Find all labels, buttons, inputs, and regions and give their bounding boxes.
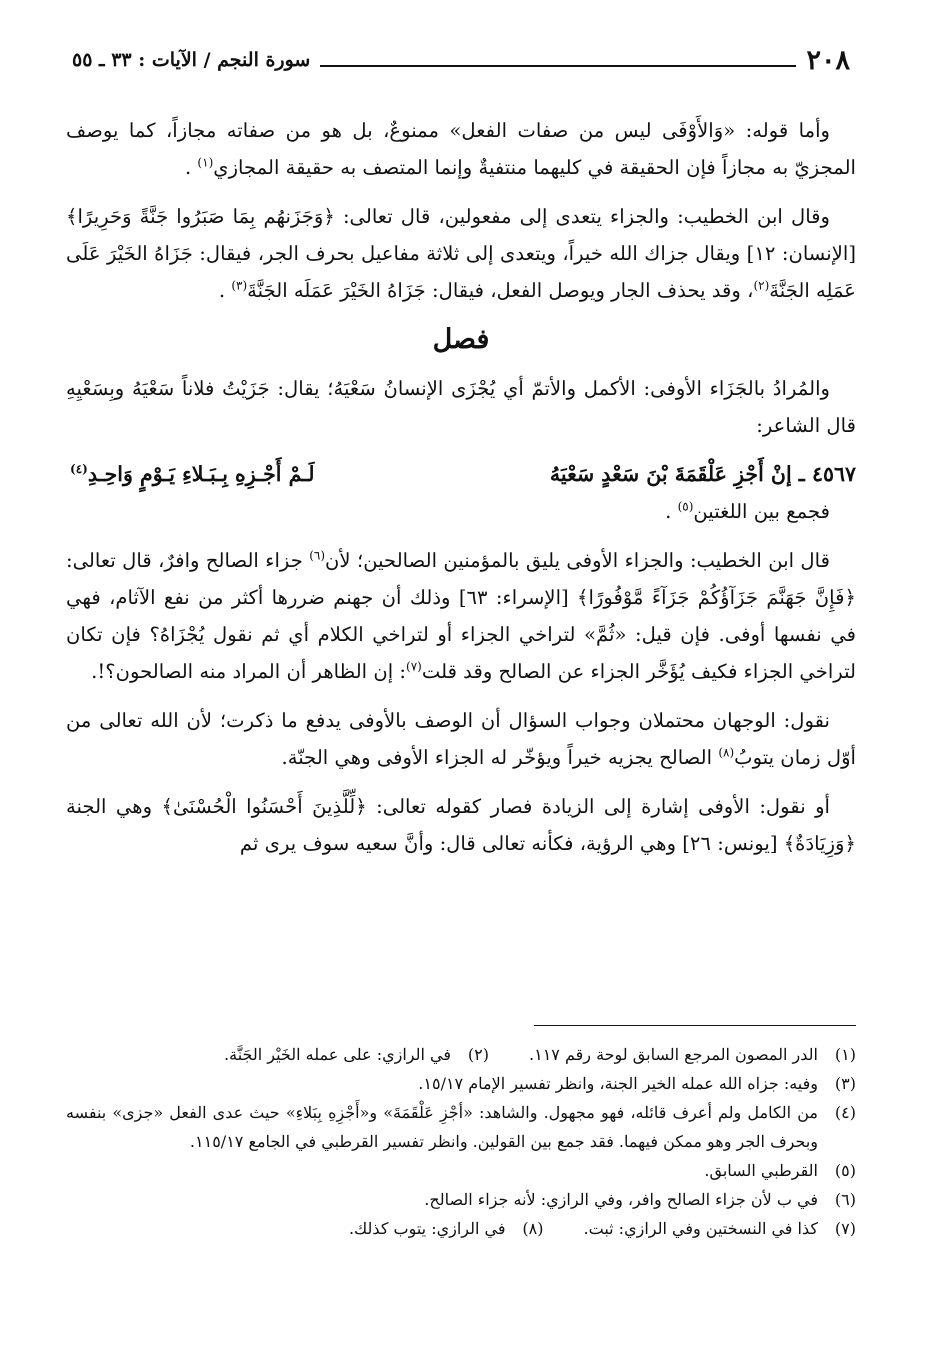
footnote-number: (٥) <box>834 1161 856 1180</box>
footnote-divider <box>534 1025 856 1026</box>
footnote-text: القرطبي السابق. <box>704 1161 818 1180</box>
verse-a-text: إنْ أَجْزِ عَلْقَمَةَ بْنَ سَعْدٍ سَعْيَهُ <box>549 462 792 486</box>
verse-first-hemistich <box>550 456 856 493</box>
running-header <box>72 40 850 80</box>
footnotes <box>66 1040 856 1243</box>
paragraph-4 <box>66 542 856 690</box>
verse-b-text: لَـمْ أَجْـزِهِ بِـبَـلاءِ يَـوْمٍ وَاحِـدِ <box>87 462 315 486</box>
footnote-row <box>66 1040 856 1069</box>
footnote-text: من الكامل ولم أعرف قائله، فهو مجهول. والشاهد: «أجْزِ عَلْقَمَةَ» و«أَجْزِهِ بِبَلاءِ» حيث عدى الفعل «جزى» بنفسه وبحرف الجر وهو ممكن فيهما. فقد جمع بين القولين. وانظر تفسير القرطبي في الجامع ١١٥/١٧. <box>66 1103 818 1151</box>
footnote-text: في ب لأن جزاء الصالح وافر، وفي الرازي: لأنه جزاء الصالح. <box>424 1190 818 1209</box>
footnote-item <box>224 1040 489 1069</box>
paragraph-1-text: وأما قوله: «وَالأَوْفَى ليس من صفات الفعل» ممنوعٌ، بل هو من صفاته مجازاً، كما يوصف المجزيّ به مجازاً فإن الحقيقة في كليهما منتفيةٌ وإنما المتصف به حقيقة المجازي <box>66 119 856 179</box>
paragraph-4-text-c: : إن الظاهر أن المراد منه الصالحون؟!. <box>91 660 407 683</box>
section-heading: فصل <box>432 324 490 355</box>
footnote-text: وفيه: جزاه الله عمله الخير الجنة، وانظر تفسير الإمام ١٥/١٧. <box>418 1074 818 1093</box>
footnote-row <box>66 1214 856 1243</box>
footnote-ref-4: (٤) <box>70 462 88 477</box>
footnote-text: كذا في النسختين وفي الرازي: ثبت. <box>583 1219 818 1238</box>
footnote-number: (١) <box>834 1045 856 1064</box>
footnote-number: (٣) <box>834 1074 856 1093</box>
footnote-number: (٨) <box>522 1219 544 1238</box>
footnote-ref-3: (٣) <box>231 278 248 293</box>
footnote-number: (٤) <box>834 1103 856 1122</box>
footnote-number: (٦) <box>834 1190 856 1209</box>
footnote-ref-5: (٥) <box>677 499 694 514</box>
footnote-text: في الرازي: على عمله الخَيْر الجَنَّة. <box>224 1045 451 1064</box>
footnote-item <box>349 1214 544 1243</box>
footnote-number: (٧) <box>834 1219 856 1238</box>
main-text <box>66 112 856 874</box>
paragraph-2-text-a: وقال ابن الخطيب: والجزاء يتعدى إلى مفعولين، قال تعالى: ﴿وَجَزَنهُم بِمَا صَبَرُوا جَنَّةً وَحَرِيرًا﴾ [الإنسان: ١٢] ويقال جزاك الله خيراً، ويتعدى إلى ثلاثة مفاعيل بحرف الجر، فيقال: جَزَاهُ الخَيْرَ عَلَى عَمَلِه الجَنَّةَ <box>66 205 857 302</box>
footnote-text: في الرازي: يتوب كذلك. <box>348 1219 506 1238</box>
poem-number: ٤٥٦٧ ـ <box>798 462 856 486</box>
footnote-item <box>584 1214 856 1243</box>
footnote-ref-6: (٦) <box>309 548 326 563</box>
footnote-item <box>66 1185 856 1214</box>
footnote-ref-1: (١) <box>197 155 214 170</box>
paragraph-2-end: . <box>218 279 226 302</box>
verse-second-hemistich <box>70 456 315 493</box>
footnote-item <box>66 1098 856 1156</box>
paragraph-5-text-b: الصالح يجزيه خيراً ويؤخّر له الجزاء الأوفى وهي الجنّة. <box>281 746 719 769</box>
paragraph-2 <box>66 198 856 309</box>
paragraph-3: والمُرادُ بالجَزَاء الأوفى: الأكمل والأتمّ أي يُجْزَى الإنسانُ سَعْيَهُ؛ يقال: جَزَيْتُ فلاناً سَعْيَهُ وبِسَعْيِهِ قال الشاعر: <box>66 377 856 437</box>
header-rule <box>320 65 796 67</box>
paragraph-5 <box>66 702 856 776</box>
footnote-item <box>66 1156 856 1185</box>
paragraph-1-end: . <box>184 156 192 179</box>
poem-verse <box>66 456 856 493</box>
paragraph-4-text-a: قال ابن الخطيب: والجزاء الأوفى يليق بالمؤمنين الصالحين؛ لأن <box>325 549 830 572</box>
footnote-text: الدر المصون المرجع السابق لوحة رقم ١١٧. <box>529 1045 818 1064</box>
poem-note <box>66 493 856 530</box>
poem-note-end: . <box>665 500 672 523</box>
paragraph-5-text-a: نقول: الوجهان محتملان وجواب السؤال أن الوصف بالأوفى يدفع ما ذكرت؛ لأن الله تعالى من أوّل زمان يتوبُ <box>66 709 856 769</box>
header-title: سورة النجم / الآيات : ٣٣ ـ ٥٥ <box>72 49 311 71</box>
footnote-ref-2: (٢) <box>753 278 770 293</box>
footnote-ref-8: (٨) <box>718 745 735 760</box>
footnote-item <box>529 1040 856 1069</box>
paragraph-6: أو نقول: الأوفى إشارة إلى الزيادة فصار كقوله تعالى: ﴿لِّلَّذِينَ أَحْسَنُوا الْحُسْنَىٰ﴾ وهي الجنة ﴿وَزِيَادَةٌ﴾ [يونس: ٢٦] وهي الرؤية، فكأنه تعالى قال: وأنَّ سعيه سوف يرى ثم <box>66 795 856 855</box>
paragraph-4-text-b: جزاء الصالح وافرٌ، قال تعالى: ﴿فَإِنَّ جَهَنَّمَ جَزَآؤُكُمْ جَزَآءً مَّوْفُورًا﴾ [الإسراء: ٦٣] وذلك أن جهنم ضررها أكثر من نفع الآثام، فهي في نفسها أوفى. فإن قيل: «ثُمَّ» لتراخي الجزاء أو لتراخي الكلام أي ثم نقول يُجْزَاهُ؟ فإن تكان لتراخي الجزاء فكيف يُؤَخَّر الجزاء عن الصالح وقد قلت <box>66 549 856 683</box>
page-number: ٢٠٨ <box>806 44 850 76</box>
paragraph-1 <box>66 112 856 186</box>
poem-note-text: فجمع بين اللغتين <box>693 500 830 523</box>
footnote-ref-7: (٧) <box>406 659 422 674</box>
paragraph-2-text-b: ، وقد يحذف الجار ويوصل الفعل، فيقال: جَزَاهُ الخَيْرَ عَمَلَه الجَنَّةَ <box>247 279 754 302</box>
footnote-number: (٢) <box>467 1045 489 1064</box>
footnote-item <box>66 1069 856 1098</box>
